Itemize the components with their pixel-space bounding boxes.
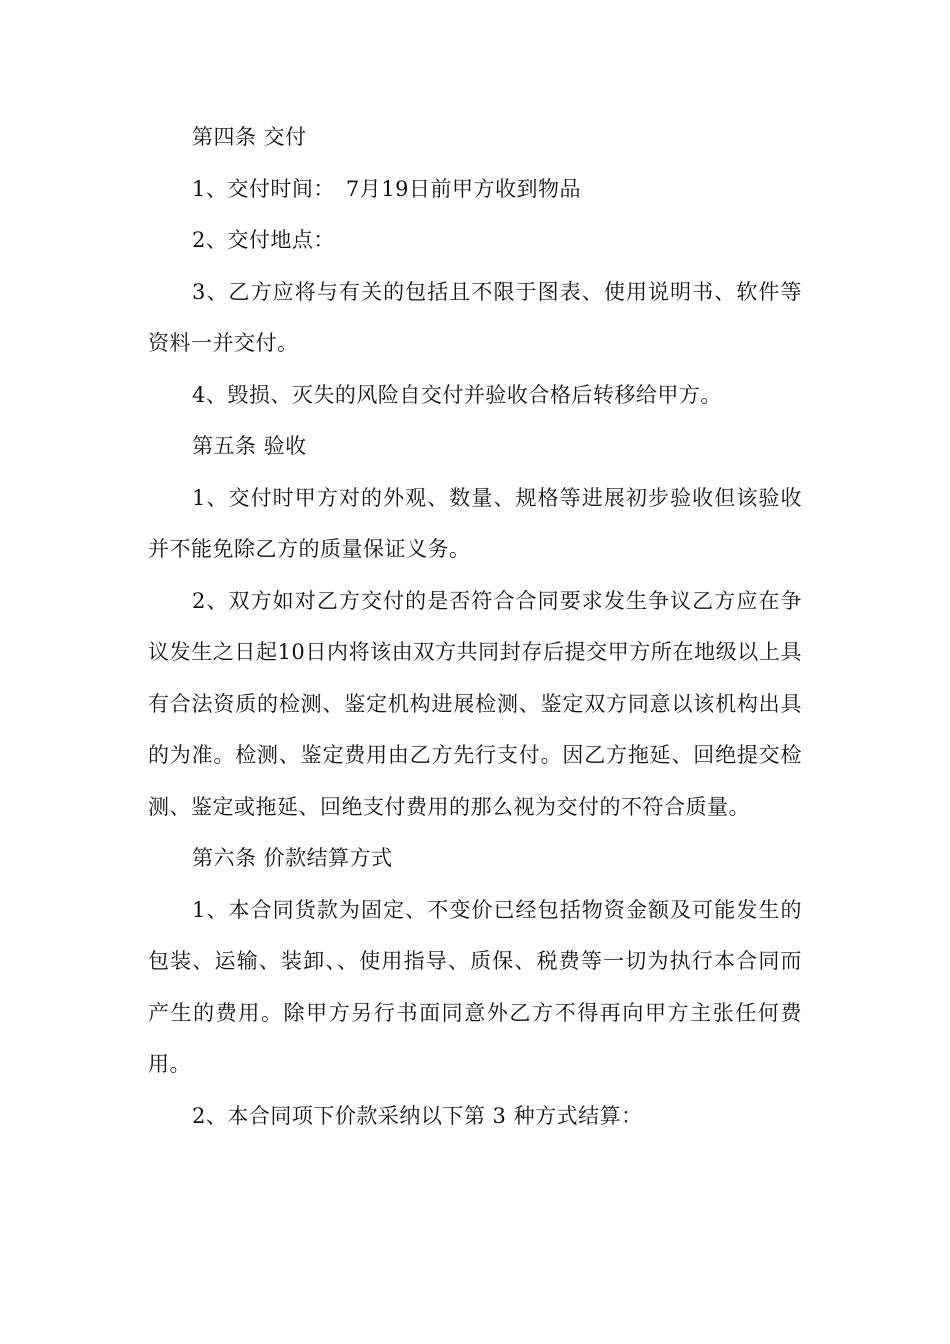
- article-4-clause-4: 4、毁损、灭失的风险自交付并验收合格后转移给甲方。: [192, 382, 722, 407]
- article-5-heading: 第五条 验收: [192, 434, 307, 458]
- article-6-heading: 第六条 价款结算方式: [192, 846, 393, 870]
- article-4-clause-2: 2、交付地点：: [192, 228, 335, 252]
- article-4-clause-3: 3、乙方应将与有关的包括且不限于图表、使用说明书、软件等资料一并交付。: [148, 279, 802, 355]
- document-body: [148, 112, 802, 1142]
- article-5-clause-1: 1、交付时甲方对的外观、数量、规格等进展初步验收但该验收并不能免除乙方的质量保证义务。: [148, 485, 802, 561]
- article-5-clause-2: 2、双方如对乙方交付的是否符合合同要求发生争议乙方应在争议发生之日起10日内将该由双方共同封存后提交甲方所在地级以上具有合法资质的检测、鉴定机构进展检测、鉴定双方同意以该机构出具的为准。检测、鉴定费用由乙方先行支付。因乙方拖延、回绝提交检测、鉴定或拖延、回绝支付费用的那么视为交付的不符合质量。: [148, 588, 802, 819]
- article-4-clause-1: 1、交付时间： 7月19日前甲方收到物品: [192, 176, 581, 201]
- article-6-clause-2: 2、本合同项下价款采纳以下第 3 种方式结算：: [192, 1103, 643, 1128]
- article-6-clause-1: 1、本合同货款为固定、不变价已经包括物资金额及可能发生的包装、运输、装卸、、使用指导、质保、税费等一切为执行本合同而产生的费用。除甲方另行书面同意外乙方不得再向甲方主张任何费用。: [148, 897, 802, 1076]
- article-4-heading: 第四条 交付: [192, 125, 307, 149]
